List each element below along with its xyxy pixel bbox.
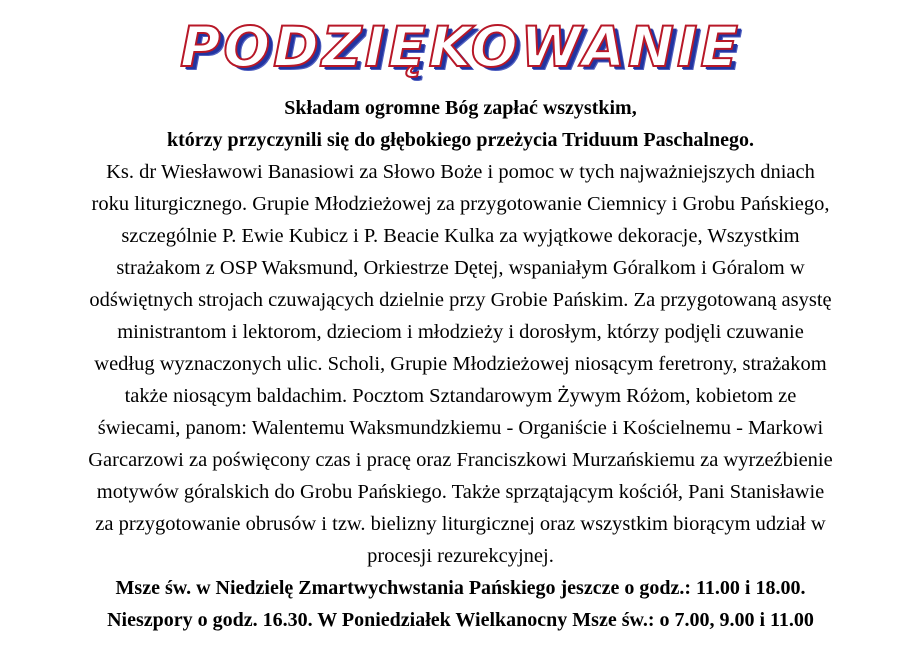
body-line: według wyznaczonych ulic. Scholi, Grupie Młodzieżowej niosącym feretrony, strażakom	[94, 353, 827, 375]
page-title: PODZIĘKOWANIE	[180, 15, 741, 79]
body-line: także niosącym baldachim. Pocztom Sztandarowym Żywym Różom, kobietom ze	[124, 385, 797, 407]
body-line: roku liturgicznego. Grupie Młodzieżowej za przygotowanie Ciemnicy i Grobu Pańskiego,	[91, 193, 830, 215]
intro-line: którzy przyczynili się do głębokiego przeżycia Triduum Paschalnego.	[167, 129, 754, 151]
body-line: ministrantom i lektorom, dzieciom i młodzieży i dorosłym, którzy podjęli czuwanie	[117, 321, 804, 343]
body-line: procesji rezurekcyjnej.	[367, 545, 554, 567]
body-line: za przygotowanie obrusów i tzw. bielizny liturgicznej oraz wszystkim biorącym udział w	[95, 513, 826, 535]
body-line: szczególnie P. Ewie Kubicz i P. Beacie Kulka za wyjątkowe dekoracje, Wszystkim	[121, 225, 800, 247]
body-line: motywów góralskich do Grobu Pańskiego. Także sprzątającym kościół, Pani Stanisławie	[96, 481, 825, 503]
body-line: odświętnych strojach czuwających dzielnie przy Grobie Pańskim. Za przygotowaną asystę	[89, 289, 832, 311]
vespers-line: Nieszpory o godz. 16.30. W Poniedziałek Wielkanocny Msze św.: o 7.00, 9.00 i 11.00	[107, 609, 814, 631]
body-line: świecami, panom: Walentemu Waksmundzkiemu - Organiście i Kościelnemu - Markowi	[97, 417, 824, 439]
body-line: strażakom z OSP Waksmund, Orkiestrze Dętej, wspaniałym Góralkom i Góralom w	[116, 257, 805, 279]
notice-body	[8, 92, 913, 636]
mass-times-line: Msze św. w Niedzielę Zmartwychwstania Pańskiego jeszcze o godz.: 11.00 i 18.00.	[115, 577, 806, 599]
body-line: Garcarzowi za poświęcony czas i pracę oraz Franciszkowi Murzańskiemu za wyrzeźbienie	[88, 449, 833, 471]
body-line: Ks. dr Wiesławowi Banasiowi za Słowo Boże i pomoc w tych najważniejszych dniach	[106, 161, 815, 183]
intro-line: Składam ogromne Bóg zapłać wszystkim,	[284, 97, 637, 119]
